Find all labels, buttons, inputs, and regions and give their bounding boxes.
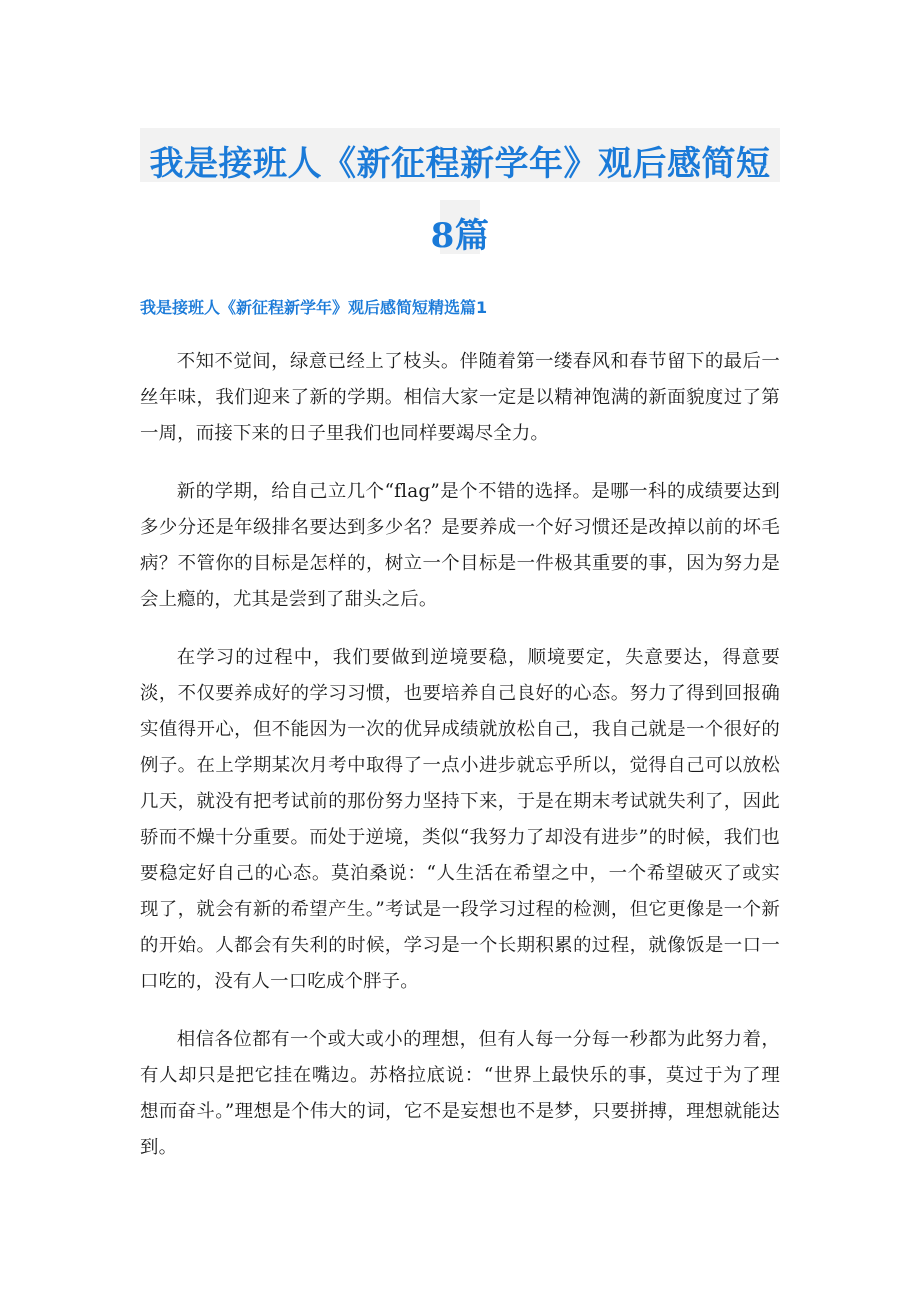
paragraph-1: 不知不觉间，绿意已经上了枝头。伴随着第一缕春风和春节留下的最后一丝年味，我们迎来了新的学期。相信大家一定是以精神饱满的新面貌度过了第一周，而接下来的日子里我们也同样要竭尽全力。 <box>140 351 780 444</box>
paragraph-3: 在学习的过程中，我们要做到逆境要稳，顺境要定，失意要达，得意要淡，不仅要养成好的学习习惯，也要培养自己良好的心态。努力了得到回报确实值得开心，但不能因为一次的优异成绩就放松自己，我自己就是一个很好的例子。在上学期某次月考中取得了一点小进步就忘乎所以，觉得自己可以放松几天，就没有把考试前的那份努力坚持下来，于是在期末考试就失利了，因此骄而不燥十分重要。而处于逆境，类似“我努力了却没有进步”的时候，我们也要稳定好自己的心态。莫泊桑说：“人生活在希望之中，一个希望破灭了或实现了，就会有新的希望产生。”考试是一段学习过程的检测，但它更像是一个新的开始。人都会有失利的时候，学习是一个长期积累的过程，就像饭是一口一口吃的，没有人一口吃成个胖子。 <box>140 647 780 992</box>
paragraph-4: 相信各位都有一个或大或小的理想，但有人每一分每一秒都为此努力着，有人却只是把它挂在嘴边。苏格拉底说：“世界上最快乐的事，莫过于为了理想而奋斗。”理想是个伟大的词，它不是妄想也不是梦，只要拼搏，理想就能达到。 <box>140 1029 780 1158</box>
article-body <box>140 344 780 1188</box>
paragraph-2: 新的学期，给自己立几个“flag”是个不错的选择。是哪一科的成绩要达到多少分还是年级排名要达到多少名？是要养成一个好习惯还是改掉以前的坏毛病？不管你的目标是怎样的，树立一个目标是一件极其重要的事，因为努力是会上瘾的，尤其是尝到了甜头之后。 <box>140 481 780 610</box>
document-title: 我是接班人《新征程新学年》观后感简短8篇 <box>149 144 771 256</box>
section-heading: 我是接班人《新征程新学年》观后感简短精选篇1 <box>140 298 488 317</box>
